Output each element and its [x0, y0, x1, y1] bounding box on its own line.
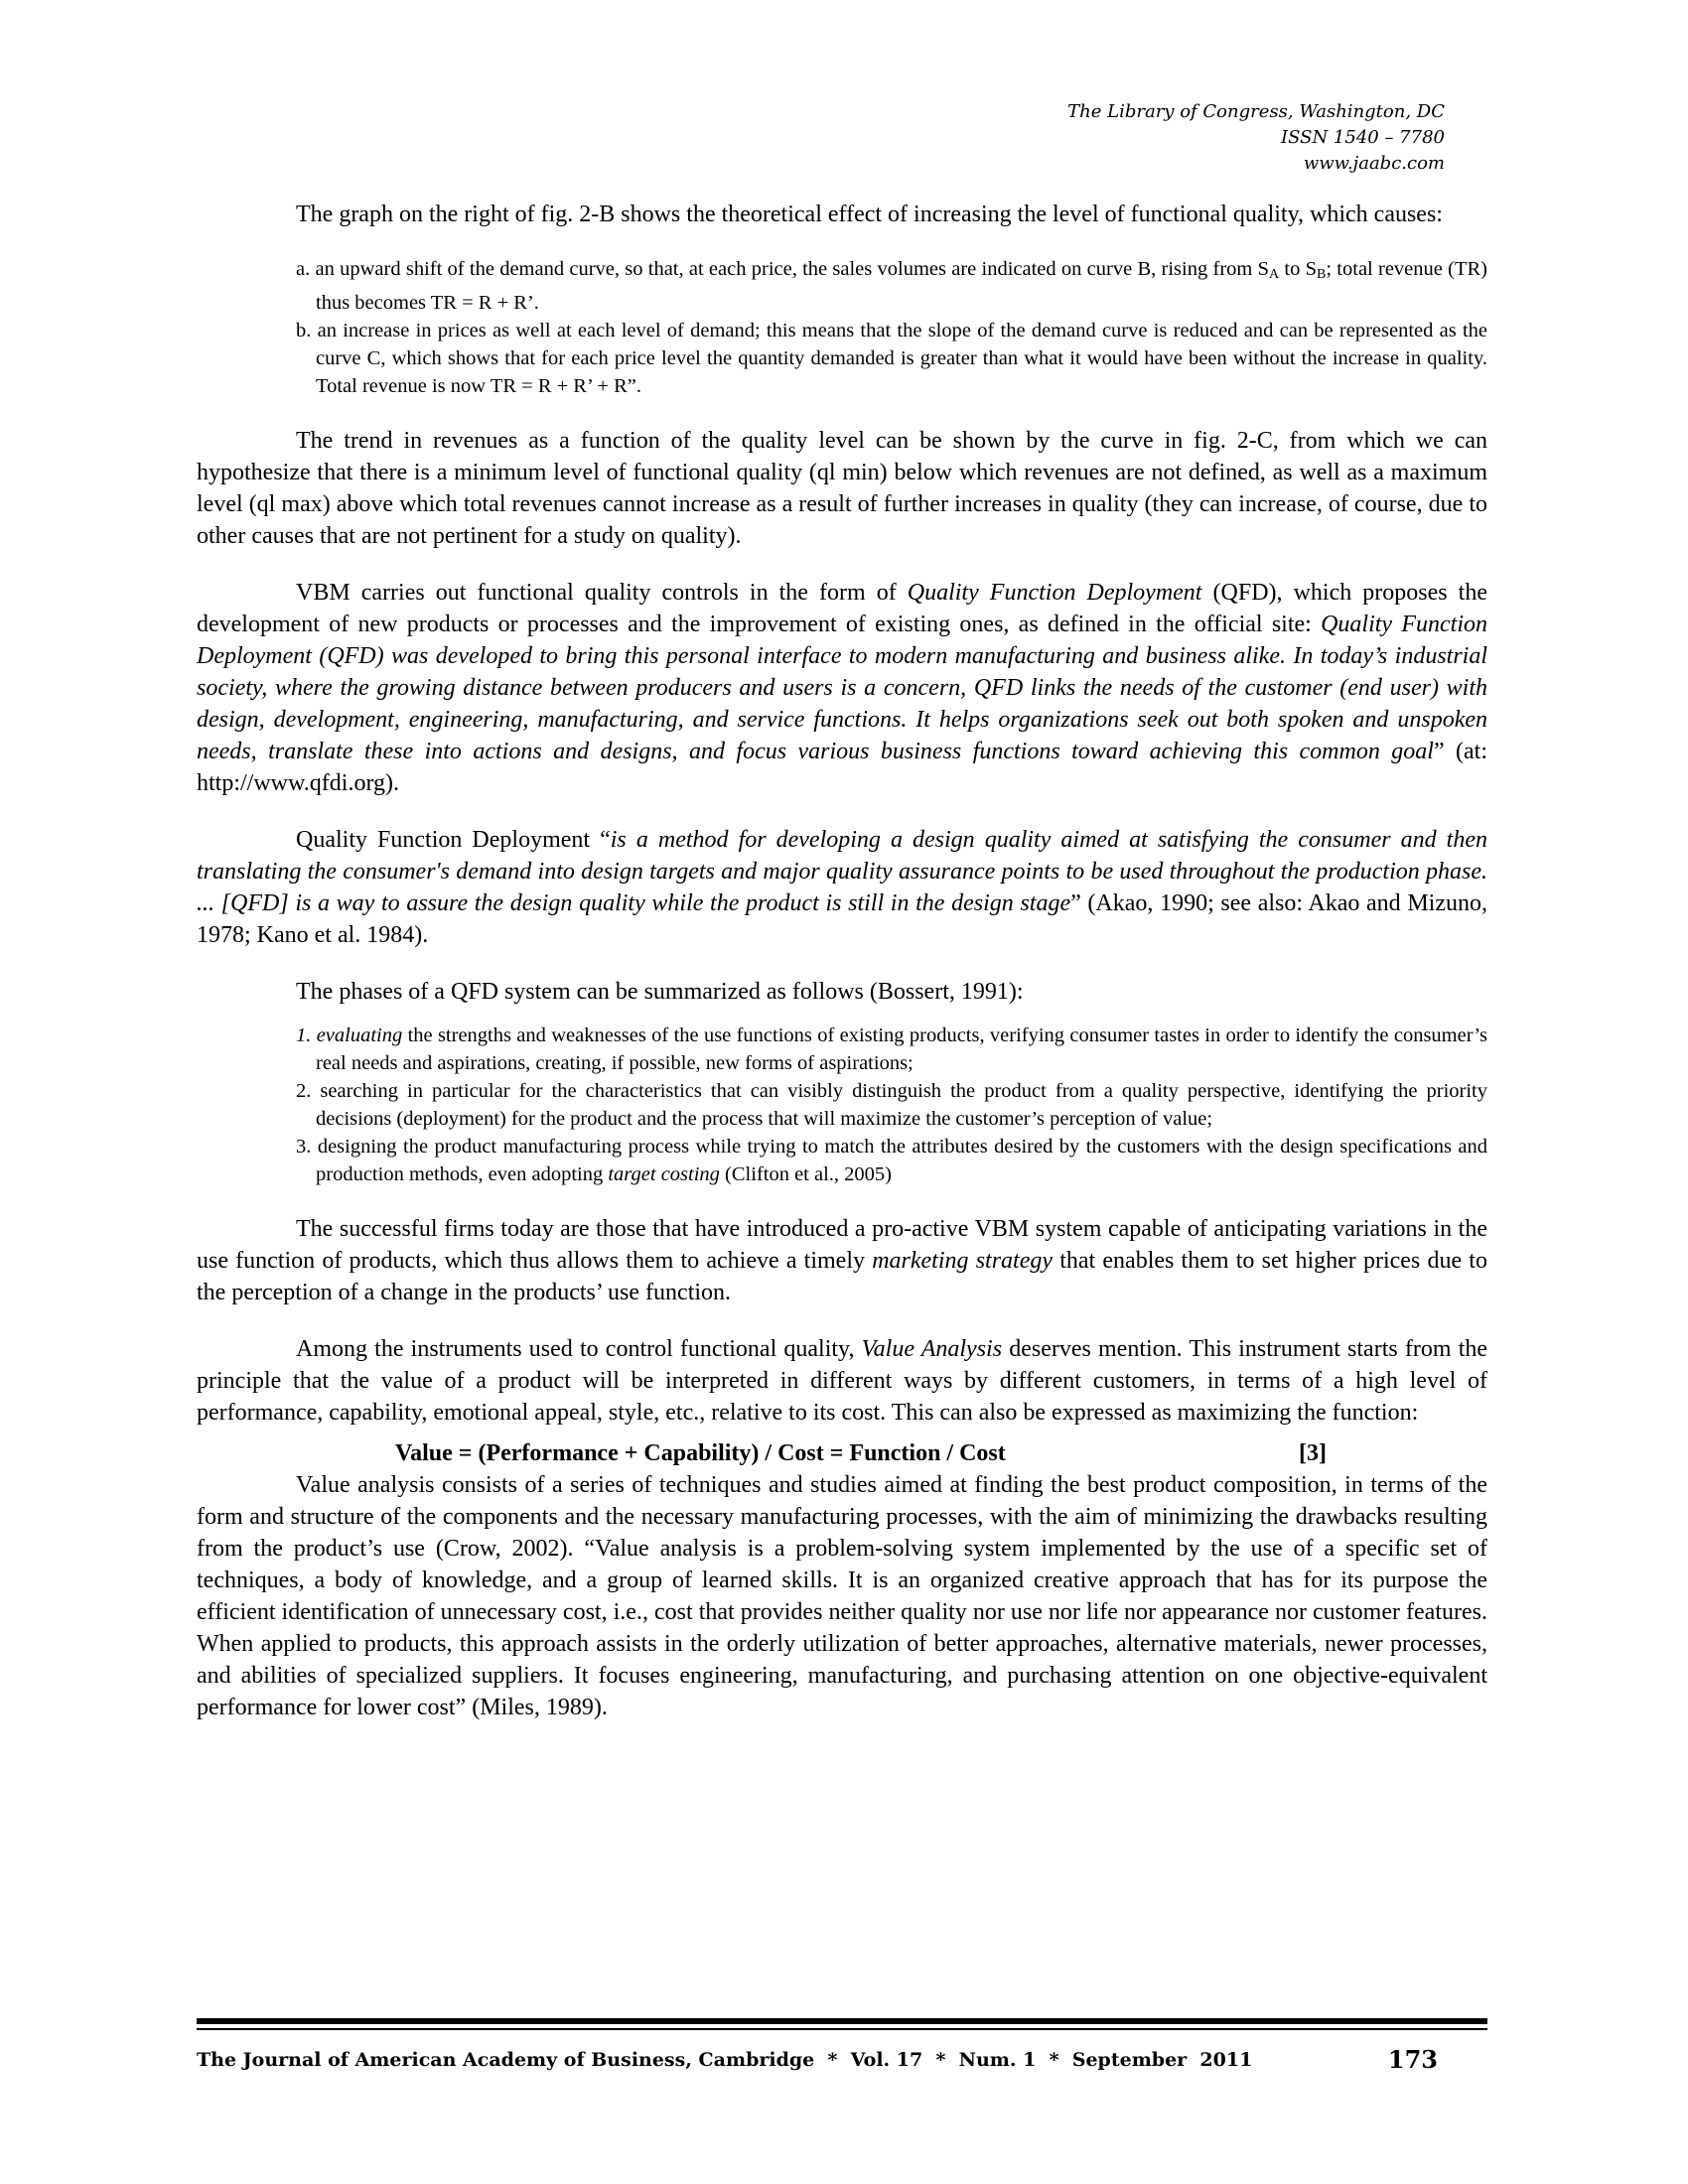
list-item-3: 3. designing the product manufacturing process while trying to match the attributes desired by the customers with the design specifications and production methods, even adopting target costing (Clifton et al., 2005) [296, 1136, 1487, 1185]
paragraph-qfd-akao: Quality Function Deployment “is a method for developing a design quality aimed at satisfying the consumer and then translating the consumer's demand into design targets and major quality assurance points to be used throughout the production phase. ... [QFD] is a way to assure the design quality while the product is still in the design stage” (Akao, 1990; see also: Akao and Mizuno, 1978; Kano et al. 1984). [197, 827, 1487, 948]
page-header [948, 99, 1445, 177]
list-item-b: b. an increase in prices as well at each level of demand; this means that the slope of the demand curve is reduced and can be represented as the curve C, which shows that for each price level the quantity demanded is greater than what it would have been without the increase in quality. Total revenue is now TR = R + R’ + R”. [296, 320, 1487, 397]
phases-list [197, 1022, 1487, 1188]
page-footer [197, 2045, 1487, 2085]
paragraph-revenue-trend: The trend in revenues as a function of the quality level can be shown by the curve in fig. 2-C, from which we can hypothesize that there is a minimum level of functional quality (ql min) below which revenues are not defined, as well as a maximum level (ql max) above which total revenues cannot increase as a result of further increases in quality (they can increase, of course, due to other causes that are not pertinent for a study on quality). [197, 428, 1487, 549]
header-issn: ISSN 1540 – 7780 [1281, 127, 1445, 148]
paragraph-fig2b: The graph on the right of fig. 2-B shows the theoretical effect of increasing the level of functional quality, which causes: [296, 202, 1443, 227]
list-item-a: a. an upward shift of the demand curve, so that, at each price, the sales volumes are indicated on curve B, rising from $S_A$ to $S_B$; total revenue (TR) thus becomes TR = R + R’. [296, 258, 1487, 314]
footer-rule-thin [197, 2028, 1487, 2030]
footer-journal: The Journal of American Academy of Business, Cambridge * Vol. 17 * Num. 1 * September 2011 [197, 2049, 1253, 2071]
footer-rule-thick [197, 2018, 1487, 2024]
paragraph-qfd-definition: VBM carries out functional quality controls in the form of Quality Function Deployment (QFD), which proposes the development of new products or processes and the improvement of existing ones, as defined in the official site: Quality Function Deployment (QFD) was developed to bring this personal interface to modern manufacturing and business alike. In today’s industrial society, where the growing distance between producers and users is a concern, QFD links the needs of the customer (end user) with design, development, engineering, manufacturing, and service functions. It helps organizations seek out both spoken and unspoken needs, translate these into actions and designs, and focus various business functions toward achieving this common goal” (at: http://www.qfdi.org). [197, 580, 1488, 796]
value-equation [197, 1437, 1487, 1469]
equation-number: [3] [1299, 1440, 1327, 1466]
list-item-2: 2. searching in particular for the characteristics that can visibly distinguish the product from a quality perspective, identifying the priority decisions (deployment) for the product and the process that will maximize the customer’s perception of value; [296, 1080, 1487, 1130]
list-item-1: 1. evaluating the strengths and weaknesses of the use functions of existing products, verifying consumer tastes in order to identify the consumer’s real needs and aspirations, creating, if possible, new forms of aspirations; [296, 1024, 1487, 1074]
header-website: www.jaabc.com [1303, 153, 1445, 174]
header-library: The Library of Congress, Washington, DC [1067, 101, 1445, 122]
equation-text: Value = (Performance + Capability) / Cost = Function / Cost [395, 1440, 1006, 1466]
page-number: 173 [1387, 2045, 1438, 2074]
paragraph-value-analysis-techniques: Value analysis consists of a series of techniques and studies aimed at finding the best product composition, in terms of the form and structure of the components and the necessary manufacturing processes, with the aim of minimizing the drawbacks resulting from the product’s use (Crow, 2002). “Value analysis is a problem-solving system implemented by the use of a specific set of techniques, a body of knowledge, and a group of learned skills. It is an organized creative approach that has for its purpose the efficient identification of unnecessary cost, i.e., cost that provides neither quality nor use nor life nor appearance nor customer features. When applied to products, this approach assists in the orderly utilization of better approaches, alternative materials, newer processes, and abilities of specialized suppliers. It focuses engineering, manufacturing, and purchasing attention on one objective-equivalent performance for lower cost” (Miles, 1989). [197, 1472, 1487, 1720]
effects-list [197, 255, 1487, 400]
paragraph-value-analysis: Among the instruments used to control functional quality, Value Analysis deserves mention. This instrument starts from the principle that the value of a product will be interpreted in different ways by different customers, in terms of a high level of performance, capability, emotional appeal, style, etc., relative to its cost. This can also be expressed as maximizing the function: [197, 1336, 1488, 1426]
paragraph-successful-firms: The successful firms today are those that have introduced a pro-active VBM system capable of anticipating variations in the use function of products, which thus allows them to achieve a timely marketing strategy that enables them to set higher prices due to the perception of a change in the products’ use function. [197, 1216, 1487, 1305]
paragraph-qfd-phases: The phases of a QFD system can be summarized as follows (Bossert, 1991): [296, 979, 1024, 1005]
article-body [197, 199, 1487, 1748]
